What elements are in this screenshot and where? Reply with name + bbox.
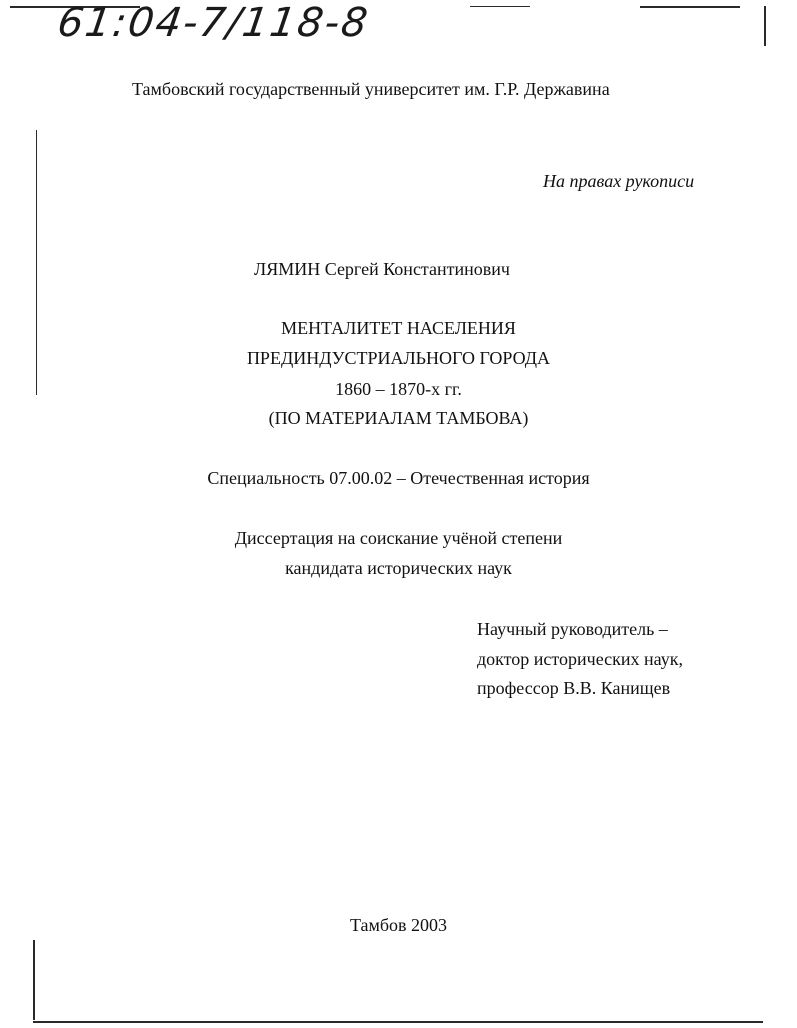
supervisor-line-3: профессор В.В. Канищев: [477, 678, 671, 698]
specialty: Специальность 07.00.02 – Отечественная история: [207, 468, 590, 488]
dissertation-line-2: кандидата исторических наук: [285, 558, 512, 578]
dissertation-line-1: Диссертация на соискание учёной степени: [234, 528, 563, 548]
scan-right-edge: [764, 6, 766, 46]
title-line-3: 1860 – 1870-х гг.: [335, 379, 462, 399]
supervisor-line-2: доктор исторических наук,: [477, 649, 683, 669]
title-line-1: МЕНТАЛИТЕТ НАСЕЛЕНИЯ: [281, 318, 516, 338]
scan-top-line-mid: [470, 6, 530, 7]
archive-code: 61:04-7/118-8: [54, 0, 373, 46]
manuscript-note: На правах рукописи: [543, 171, 695, 191]
place-year: Тамбов 2003: [349, 915, 448, 935]
title-line-4: (ПО МАТЕРИАЛАМ ТАМБОВА): [268, 408, 529, 428]
university-name: Тамбовский государственный университет им. Г.Р. Державина: [132, 79, 610, 99]
scan-top-line-right: [640, 6, 740, 8]
author-name: ЛЯМИН Сергей Константинович: [254, 259, 510, 279]
supervisor-line-1: Научный руководитель –: [477, 619, 668, 639]
scan-left-edge-lower: [33, 940, 35, 1020]
title-line-2: ПРЕДИНДУСТРИАЛЬНОГО ГОРОДА: [246, 348, 551, 368]
scan-bottom-line: [33, 1021, 763, 1023]
